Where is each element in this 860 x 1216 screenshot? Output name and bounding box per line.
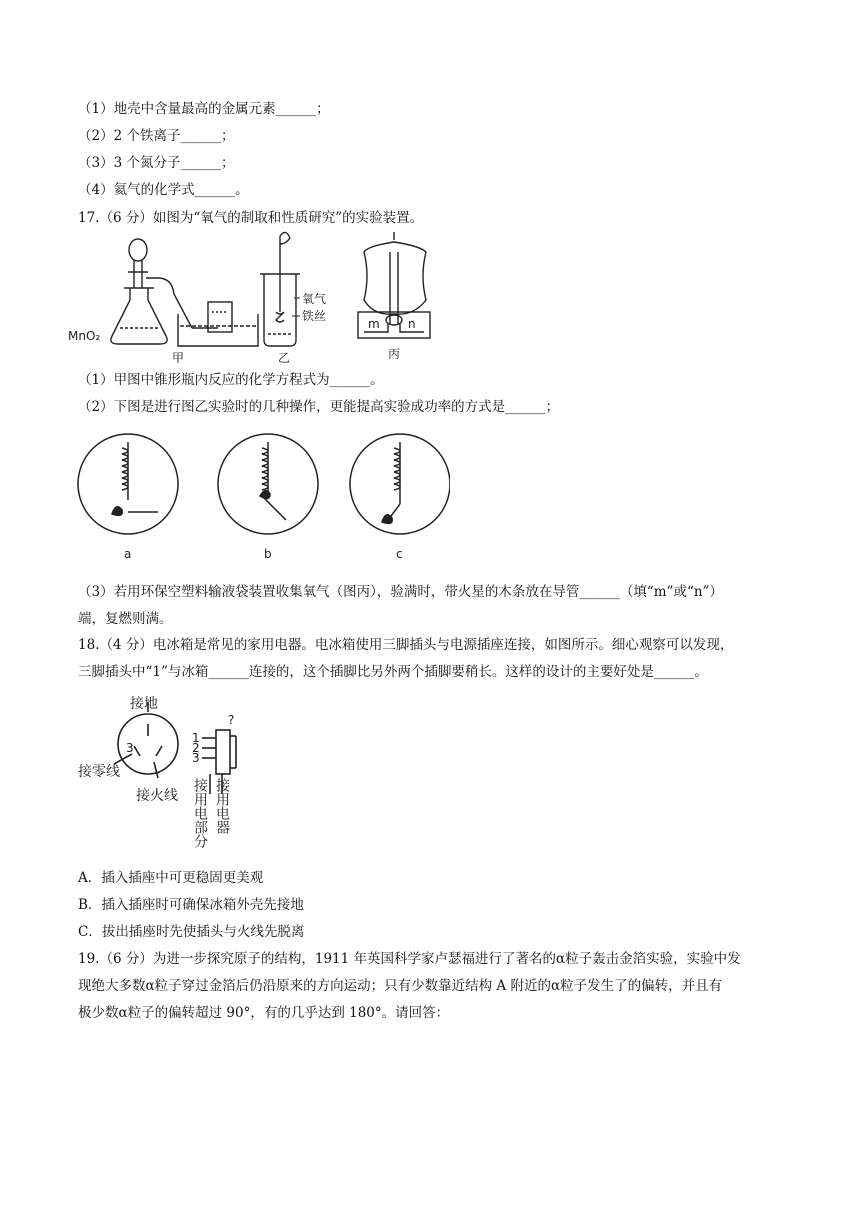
label-op-a: a — [124, 547, 132, 561]
label-neutral: 接零线 — [78, 764, 120, 780]
label-plug-2: 2 — [192, 741, 200, 755]
q16-item-4: （4）氦气的化学式______。 — [78, 182, 249, 198]
label-op-b: b — [264, 547, 272, 561]
q18-option-c: C．拔出插座时先使插头与火线先脱离 — [78, 924, 305, 940]
q18-option-b: B．插入插座时可确保冰箱外壳先接地 — [78, 897, 304, 913]
q16-item-2: （2）2 个铁离子______； — [78, 128, 235, 144]
q17-sub2: （2）下图是进行图乙实验时的几种操作，更能提高实验成功率的方式是______； — [78, 399, 560, 415]
operation-c — [350, 434, 450, 534]
label-plug-1: 1 — [192, 731, 200, 745]
iron-wire-operations-figure — [70, 424, 450, 566]
label-bing: 丙 — [388, 347, 401, 361]
label-n: n — [408, 317, 416, 331]
label-jia: 甲 — [172, 351, 185, 365]
q18-stem-line1: 18.（4 分）电冰箱是常见的家用电器。电冰箱使用三脚插头与电源插座连接，如图所示。细心观察可以发现， — [78, 637, 734, 653]
label-iron-wire: 铁丝 — [302, 309, 327, 323]
oxygen-apparatus-figure — [68, 228, 448, 368]
q18-option-a: A．插入插座中可更稳固更美观 — [78, 870, 264, 886]
label-op-c: c — [396, 547, 403, 561]
q18-stem-line2: 三脚插头中“1”与冰箱______连接的，这个插脚比另外两个插脚要稍长。这样的设计的主要好处是______。 — [78, 664, 708, 680]
q17-sub1: （1）甲图中锥形瓶内反应的化学方程式为______。 — [78, 372, 384, 388]
label-live: 接火线 — [136, 788, 178, 804]
q17-sub3-line1: （3）若用环保空塑料输液袋装置收集氧气（图丙），验满时，带火星的木条放在导管______（填“m”或“n”） — [78, 584, 723, 600]
apparatus-jia — [111, 239, 258, 346]
label-mno2: MnO₂ — [68, 329, 101, 343]
operation-b — [218, 434, 318, 534]
q16-item-1: （1）地壳中含量最高的金属元素______； — [78, 101, 330, 117]
label-m: m — [368, 317, 380, 331]
q19-line1: 19.（6 分）为进一步探究原子的结构，1911 年英国科学家卢瑟福进行了著名的α粒子轰击金箔实验，实验中发 — [78, 951, 741, 967]
label-to-electric: 接用电部分 — [192, 778, 208, 848]
q19-line2: 现绝大多数α粒子穿过金箔后仍沿原来的方向运动；只有少数靠近结构 A 附近的α粒子发生了的偏转，并且有 — [78, 978, 723, 994]
label-question: ? — [228, 713, 235, 727]
q17-sub3-line2: 端，复燃则满。 — [78, 611, 173, 627]
q16-item-3: （3）3 个氮分子______； — [78, 155, 235, 171]
label-plug-3: 3 — [192, 751, 200, 765]
label-to-appliance: 接用电器 — [214, 778, 230, 834]
label-oxygen: 氧气 — [302, 292, 327, 306]
apparatus-yi — [260, 232, 300, 346]
three-pin-plug-figure — [74, 694, 274, 860]
label-yi: 乙 — [278, 351, 291, 365]
operation-a — [78, 434, 178, 534]
label-ground: 接地 — [130, 696, 158, 712]
q19-line3: 极少数α粒子的偏转超过 90°，有的几乎达到 180°。请回答： — [78, 1005, 450, 1021]
label-pin-3: 3 — [126, 741, 134, 755]
q17-stem: 17.（6 分）如图为“氧气的制取和性质研究”的实验装置。 — [78, 210, 424, 226]
